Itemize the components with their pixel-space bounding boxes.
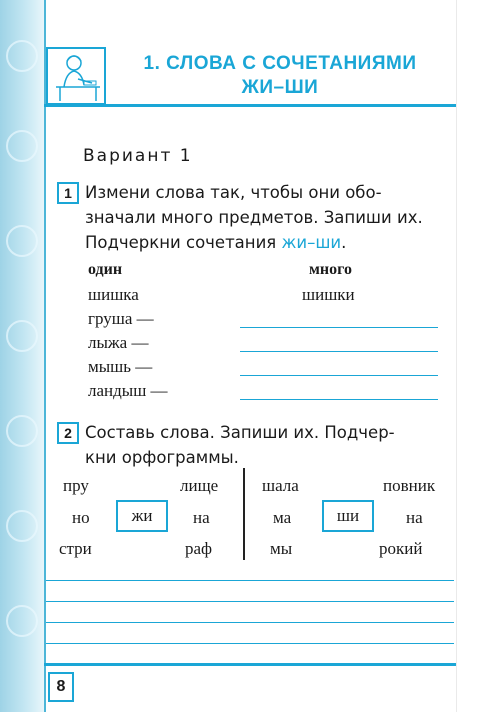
- ornament-swirl: [6, 130, 38, 162]
- lesson-title-line2: ЖИ–ШИ: [241, 77, 319, 98]
- center-box-zhi: жи: [116, 500, 168, 532]
- answer-line[interactable]: [240, 399, 438, 400]
- girl-writing-illustration: [46, 47, 106, 105]
- lesson-title-line1: 1. СЛОВА С СОЧЕТАНИЯМИ: [143, 53, 417, 74]
- task-number-2: 2: [57, 422, 79, 444]
- page-number: 8: [48, 672, 74, 702]
- example-word-one: шишка: [88, 285, 139, 304]
- task1-line1: Измени слова так, чтобы они обо-: [85, 183, 382, 202]
- answer-line[interactable]: [240, 351, 438, 352]
- writing-line[interactable]: [46, 601, 454, 602]
- syllable-left-top-right: лище: [180, 476, 219, 495]
- ornament-swirl: [6, 605, 38, 637]
- ornament-swirl: [6, 225, 38, 257]
- ornament-swirl: [6, 415, 38, 447]
- task-number-1: 1: [57, 182, 79, 204]
- syllable-left-top-left: пру: [63, 476, 89, 495]
- syllable-right-mid-left: ма: [273, 508, 292, 527]
- syllable-right-bottom-left: мы: [270, 539, 293, 558]
- header-rule: [44, 104, 456, 107]
- writing-line[interactable]: [46, 643, 454, 644]
- task2-line2: кни орфограммы.: [85, 448, 239, 467]
- left-ornament-strip: [0, 0, 44, 712]
- center-box-shi: ши: [322, 500, 374, 532]
- right-edge-line: [456, 0, 457, 712]
- syllable-left-mid-left: но: [72, 508, 90, 527]
- syllable-right-top-right: повник: [383, 476, 436, 495]
- grid-divider: [243, 468, 245, 560]
- footer-rule: [44, 663, 456, 666]
- task2-instructions: [85, 420, 455, 470]
- answer-line[interactable]: [240, 327, 438, 328]
- column-header-many: много: [309, 261, 352, 278]
- syllable-left-bottom-right: раф: [185, 539, 213, 558]
- syllable-right-mid-right: на: [406, 508, 423, 527]
- ornament-swirl: [6, 320, 38, 352]
- word-row: груша —: [88, 309, 154, 328]
- task2-line1: Составь слова. Запиши их. Подчер-: [85, 423, 395, 442]
- task1-line3-accent: жи–ши: [281, 233, 342, 252]
- ornament-swirl: [6, 510, 38, 542]
- writing-line[interactable]: [46, 622, 454, 623]
- word-row: мышь —: [88, 357, 153, 376]
- ornament-swirl: [6, 40, 38, 72]
- task1-line3: [85, 230, 455, 255]
- task1-line2: значали много предметов. Запиши их.: [85, 208, 423, 227]
- syllable-left-bottom-left: стри: [59, 539, 92, 558]
- task1-line3-suffix: .: [341, 233, 347, 252]
- task1-instructions: [85, 180, 455, 255]
- lesson-title: [120, 52, 440, 100]
- task1-line3-prefix: Подчеркни сочетания: [85, 233, 282, 252]
- writing-line[interactable]: [46, 580, 454, 581]
- syllable-left-mid-right: на: [193, 508, 210, 527]
- word-row: лыжа —: [88, 333, 149, 352]
- example-word-many: шишки: [302, 285, 355, 304]
- syllable-right-top-left: шала: [262, 476, 299, 495]
- syllable-right-bottom-right: рокий: [379, 539, 423, 558]
- column-header-one: один: [88, 261, 123, 278]
- variant-label: Вариант 1: [83, 146, 193, 166]
- word-row: ландыш —: [88, 381, 168, 400]
- answer-line[interactable]: [240, 375, 438, 376]
